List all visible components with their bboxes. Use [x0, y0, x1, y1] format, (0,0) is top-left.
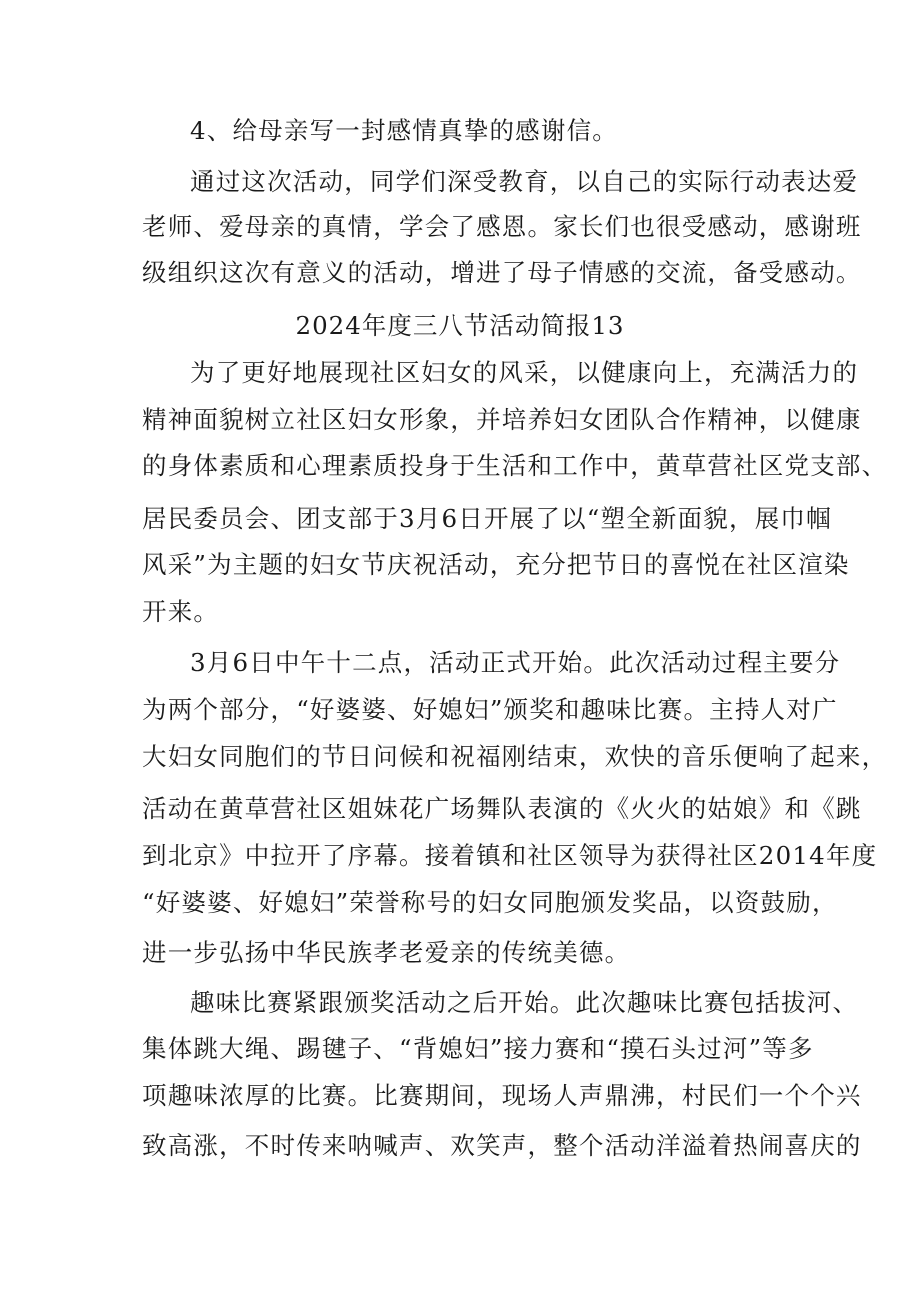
section-title: 2024年度三八节活动简报13 [295, 311, 625, 340]
paragraph-line: 为了更好地展现社区妇女的风采，以健康向上，充满活力的 [190, 358, 859, 387]
paragraph-line: 到北京》中拉开了序幕。接着镇和社区领导为获得社区2014年度 [142, 841, 878, 870]
paragraph-line: 开来。 [142, 597, 220, 626]
paragraph-line: 活动在黄草营社区姐妹花广场舞队表演的《火火的姑娘》和《跳 [142, 794, 862, 823]
paragraph-line: 3月6日中午十二点，活动正式开始。此次活动过程主要分 [190, 648, 841, 677]
paragraph-line: 为两个部分，“好婆婆、好媳妇”颁奖和趣味比赛。主持人对广 [142, 695, 838, 724]
list-item-4: 4、给母亲写一封感情真挚的感谢信。 [190, 116, 618, 145]
paragraph-line: 致高涨，不时传来呐喊声、欢笑声，整个活动洋溢着热闹喜庆的 [142, 1131, 862, 1160]
paragraph-line: 居民委员会、团支部于3月6日开展了以“塑全新面貌，展巾帼 [142, 504, 832, 533]
paragraph-line: 通过这次活动，同学们深受教育，以自己的实际行动表达爱 [190, 167, 859, 196]
paragraph-line: 集体跳大绳、踢毽子、“背媳妇”接力赛和“摸石头过河”等多 [142, 1034, 814, 1063]
paragraph-line: 老师、爱母亲的真情，学会了感恩。家长们也很受感动，感谢班 [142, 212, 862, 241]
paragraph-line: 进一步弘扬中华民族孝老爱亲的传统美德。 [142, 938, 631, 967]
paragraph-line: 趣味比赛紧跟颁奖活动之后开始。此次趣味比赛包括拔河、 [190, 988, 859, 1017]
paragraph-line: 精神面貌树立社区妇女形象，并培养妇女团队合作精神，以健康 [142, 405, 862, 434]
paragraph-line: “好婆婆、好媳妇”荣誉称号的妇女同胞颁发奖品，以资鼓励， [142, 888, 838, 917]
paragraph-line: 大妇女同胞们的节日问候和祝福刚结束，欢快的音乐便响了起来， [142, 742, 888, 771]
paragraph-line: 风采”为主题的妇女节庆祝活动，充分把节日的喜悦在社区渲染 [142, 550, 850, 579]
paragraph-line: 级组织这次有意义的活动，增进了母子情感的交流，备受感动。 [142, 258, 862, 287]
paragraph-line: 的身体素质和心理素质投身于生活和工作中，黄草营社区党支部、 [142, 451, 888, 480]
paragraph-line: 项趣味浓厚的比赛。比赛期间，现场人声鼎沸，村民们一个个兴 [142, 1081, 862, 1110]
